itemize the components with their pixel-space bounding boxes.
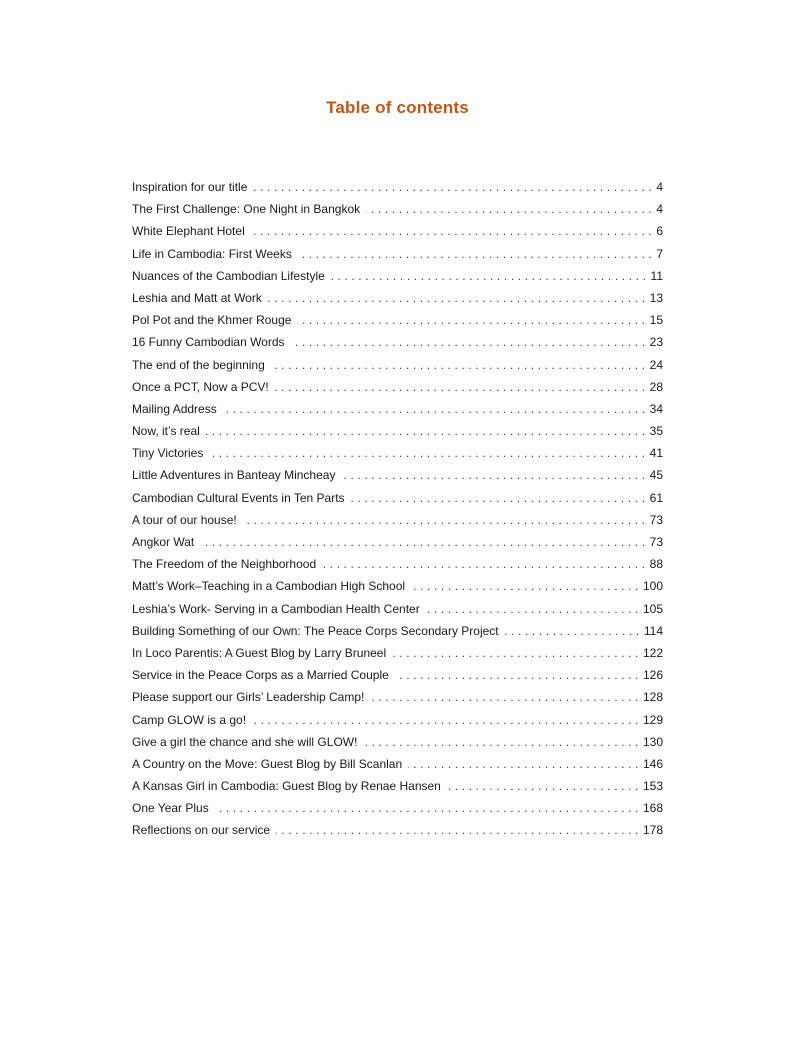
toc-entry-title[interactable]: Inspiration for our title [132, 180, 248, 194]
toc-entry-page-number[interactable]: 41 [649, 446, 663, 461]
toc-entry-page-number[interactable]: 100 [642, 579, 663, 594]
dot-leader [200, 531, 648, 553]
toc-entry[interactable] [132, 354, 663, 376]
toc-entry-title[interactable]: One Year Plus [132, 801, 209, 816]
toc-entry-page-number[interactable]: 146 [642, 756, 663, 771]
dot-leader [276, 819, 642, 841]
toc-entry[interactable] [132, 442, 663, 464]
dot-leader [298, 243, 655, 265]
dot-leader [341, 464, 648, 486]
dot-leader [366, 198, 655, 220]
toc-entry-title[interactable]: Matt’s Work–Teaching in a Cambodian High School [132, 579, 406, 594]
toc-entry[interactable] [132, 331, 663, 353]
toc-entry-page-number[interactable]: 122 [642, 645, 663, 660]
toc-entry-page-number[interactable]: 28 [649, 379, 663, 394]
toc-entry-title[interactable]: The First Challenge: One Night in Bangkok [132, 202, 361, 217]
toc-entry[interactable] [132, 531, 663, 553]
toc-entry-title[interactable]: Now, it’s real [132, 424, 200, 439]
toc-entry-page-number[interactable]: 168 [642, 801, 663, 816]
toc-entry-title[interactable]: Once a PCT, Now a PCV! [132, 379, 269, 394]
toc-entry-page-number[interactable]: 126 [642, 668, 663, 683]
toc-entry[interactable] [132, 487, 663, 509]
dot-leader [253, 176, 655, 198]
toc-entry-title[interactable]: Camp GLOW is a go! [132, 712, 247, 727]
toc-entry[interactable] [132, 509, 663, 531]
toc-entry[interactable] [132, 265, 663, 287]
toc-entry-title[interactable]: Leshia and Matt at Work [132, 290, 262, 305]
dot-leader [363, 731, 642, 753]
toc-entry-page-number[interactable]: 34 [649, 401, 663, 416]
toc-entry[interactable] [132, 398, 663, 420]
toc-entry[interactable] [132, 376, 663, 398]
dot-leader [505, 620, 643, 642]
toc-entry[interactable] [132, 309, 663, 331]
dot-leader [392, 642, 642, 664]
dot-leader [395, 664, 642, 686]
toc-entry[interactable] [132, 464, 663, 486]
toc-entry-page-number[interactable]: 45 [649, 468, 663, 483]
toc-entry-title[interactable]: Reflections on our service [132, 823, 271, 838]
dot-leader [275, 376, 649, 398]
toc-entry-page-number[interactable]: 88 [649, 557, 663, 572]
toc-entry-title[interactable]: Little Adventures in Banteay Mincheay [132, 468, 336, 483]
toc-entry-page-number[interactable]: 35 [649, 424, 663, 439]
toc-entry-title[interactable]: The end of the beginning [132, 357, 265, 372]
toc-entry-page-number[interactable]: 128 [642, 690, 663, 705]
toc-entry-page-number[interactable]: 105 [642, 601, 663, 616]
toc-entry[interactable] [132, 176, 663, 198]
dot-leader [426, 598, 642, 620]
toc-entry-page-number[interactable]: 129 [642, 712, 663, 727]
toc-entry-page-number[interactable]: 130 [642, 734, 663, 749]
toc-entry[interactable] [132, 731, 663, 753]
toc-entry[interactable] [132, 709, 663, 731]
toc-entry[interactable] [132, 553, 663, 575]
toc-entry-title[interactable]: Pol Pot and the Khmer Rouge [132, 313, 292, 328]
toc-entry-title[interactable]: Tiny Victories [132, 446, 204, 461]
toc-entry-page-number[interactable]: 178 [642, 823, 663, 838]
toc-entry-title[interactable]: The Freedom of the Neighborhood [132, 557, 317, 572]
toc-entry-page-number[interactable]: 15 [649, 313, 663, 328]
toc-entry-page-number[interactable]: 73 [649, 535, 663, 549]
toc-entry-title[interactable]: A tour of our house! [132, 512, 237, 527]
toc-entry-page-number[interactable]: 7 [656, 246, 663, 261]
toc-entry-title[interactable]: Life in Cambodia: First Weeks [132, 246, 292, 261]
toc-entry-title[interactable]: White Elephant Hotel [132, 224, 245, 239]
page-title: Table of contents [326, 98, 469, 117]
toc-entry[interactable] [132, 220, 663, 242]
dot-leader [297, 309, 648, 331]
dot-leader [331, 265, 650, 287]
toc-entry[interactable] [132, 664, 663, 686]
toc-entry-title[interactable]: Service in the Peace Corps as a Married Couple [132, 668, 389, 683]
dot-leader [351, 487, 649, 509]
toc-entry-title[interactable]: Leshia’s Work- Serving in a Cambodian Health Center [132, 601, 420, 616]
toc-entry-title[interactable]: In Loco Parentis: A Guest Blog by Larry Bruneel [132, 645, 387, 660]
dot-leader [215, 797, 642, 819]
dot-leader [206, 420, 649, 442]
toc-entry-title[interactable]: A Kansas Girl in Cambodia: Guest Blog by Renae Hansen [132, 779, 441, 794]
toc-entry[interactable] [132, 598, 663, 620]
toc-entry-title[interactable]: Building Something of our Own: The Peace Corps Secondary Project [132, 623, 499, 638]
toc-entry[interactable] [132, 753, 663, 775]
toc-entry-title[interactable]: Give a girl the chance and she will GLOW! [132, 734, 358, 749]
toc-entry-title[interactable]: Cambodian Cultural Events in Ten Parts [132, 490, 345, 505]
toc-entry-page-number[interactable]: 114 [643, 623, 663, 638]
toc-entry-title[interactable]: Nuances of the Cambodian Lifestyle [132, 268, 325, 283]
toc-entry-page-number[interactable]: 24 [649, 357, 663, 372]
toc-entry[interactable] [132, 575, 663, 597]
toc-entry-title[interactable]: Mailing Address [132, 401, 217, 416]
toc-entry-page-number[interactable]: 23 [649, 335, 663, 350]
dot-leader [408, 753, 642, 775]
toc-entry[interactable] [132, 797, 663, 819]
dot-leader [370, 686, 642, 708]
toc-entry-title[interactable]: Please support our Girls’ Leadership Camp! [132, 690, 365, 705]
toc-entry[interactable] [132, 420, 663, 442]
table-of-contents [132, 176, 663, 842]
dot-leader [252, 709, 642, 731]
dot-leader [291, 331, 649, 353]
dot-leader [322, 553, 649, 575]
toc-entry[interactable] [132, 819, 663, 841]
toc-entry[interactable] [132, 686, 663, 708]
toc-entry[interactable] [132, 243, 663, 265]
toc-entry-title[interactable]: A Country on the Move: Guest Blog by Bill Scanlan [132, 756, 403, 771]
dot-leader [243, 509, 649, 531]
toc-entry[interactable] [132, 642, 663, 664]
toc-entry[interactable] [132, 287, 663, 309]
toc-entry[interactable] [132, 775, 663, 797]
toc-entry-page-number[interactable]: 11 [650, 268, 663, 283]
toc-entry[interactable] [132, 198, 663, 220]
toc-entry-page-number[interactable]: 73 [649, 512, 663, 527]
toc-entry[interactable] [132, 620, 663, 642]
toc-entry-page-number[interactable]: 4 [656, 202, 663, 217]
toc-entry-page-number[interactable]: 13 [649, 290, 663, 305]
toc-entry-page-number[interactable]: 6 [656, 224, 663, 239]
toc-entry-title[interactable]: 16 Funny Cambodian Words [132, 335, 285, 350]
dot-leader [271, 354, 649, 376]
toc-entry-page-number[interactable]: 153 [642, 779, 663, 794]
dot-leader [209, 442, 648, 464]
dot-leader [447, 775, 642, 797]
dot-leader [223, 398, 649, 420]
dot-leader [251, 220, 656, 242]
toc-entry-page-number[interactable]: 4 [656, 180, 663, 194]
dot-leader [268, 287, 649, 309]
toc-entry-title[interactable]: Angkor Wat [132, 535, 195, 549]
dot-leader [411, 575, 642, 597]
toc-entry-page-number[interactable]: 61 [649, 490, 663, 505]
